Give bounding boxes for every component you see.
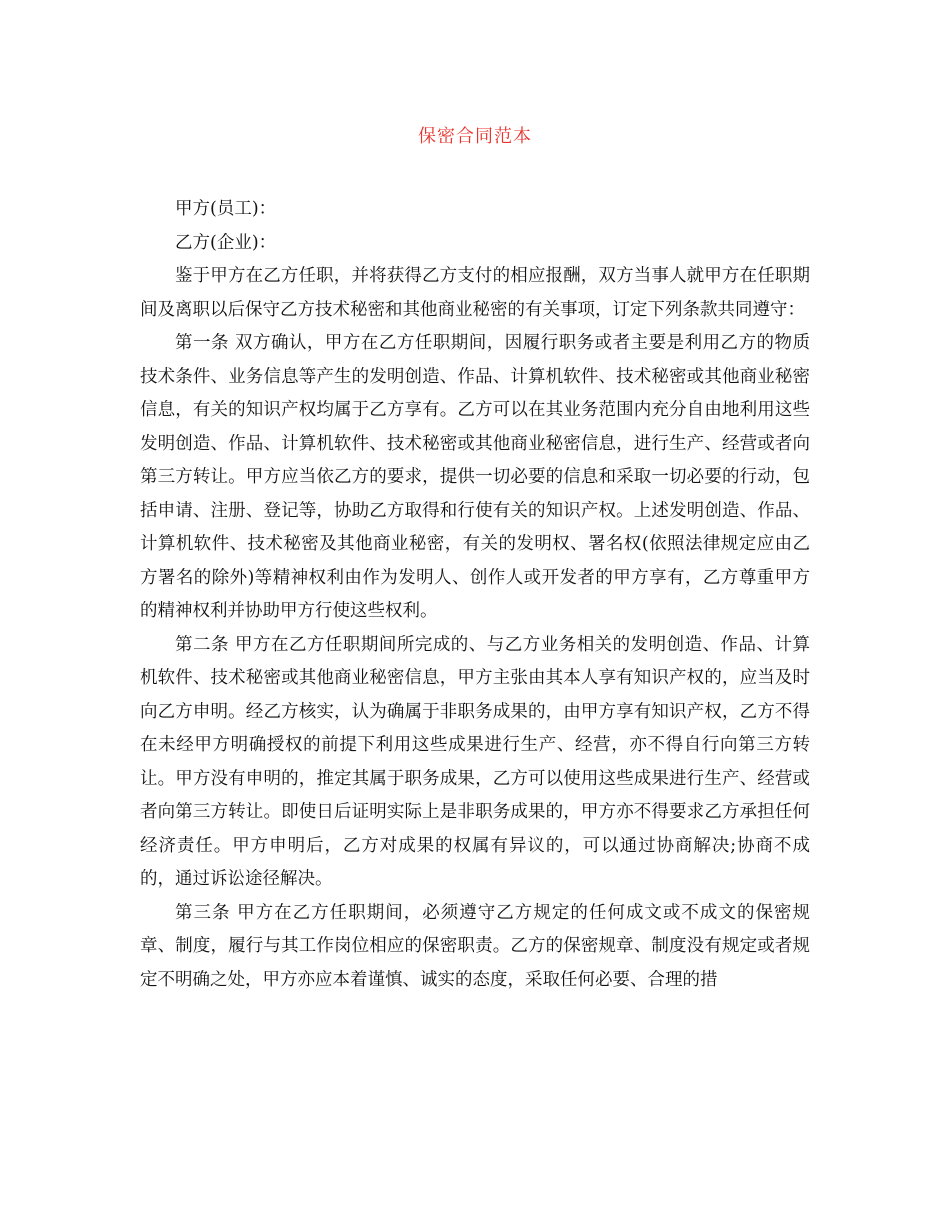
article-2-paragraph: 第二条 甲方在乙方任职期间所完成的、与乙方业务相关的发明创造、作品、计算机软件、技术秘密或其他商业秘密信息，甲方主张由其本人享有知识产权的，应当及时向乙方申明。经乙方核实，认为确属于非职务成果的，由甲方享有知识产权，乙方不得在未经甲方明确授权的前提下利用这些成果进行生产、经营，亦不得自行向第三方转让。甲方没有申明的，推定其属于职务成果，乙方可以使用这些成果进行生产、经营或者向第三方转让。即使日后证明实际上是非职务成果的，甲方亦不得要求乙方承担任何经济责任。甲方申明后，乙方对成果的权属有异议的，可以通过协商解决;协商不成的，通过诉讼途径解决。: [140, 634, 810, 889]
preamble-paragraph: 鉴于甲方在乙方任职，并将获得乙方支付的相应报酬，双方当事人就甲方在任职期间及离职以后保守乙方技术秘密和其他商业秘密的有关事项，订定下列条款共同遵守：: [140, 266, 810, 320]
party-b-line: 乙方(企业)：: [175, 232, 277, 253]
article-1-paragraph: 第一条 双方确认，甲方在乙方任职期间，因履行职务或者主要是利用乙方的物质技术条件、业务信息等产生的发明创造、作品、计算机软件、技术秘密或其他商业秘密信息，有关的知识产权均属于乙方享有。乙方可以在其业务范围内充分自由地利用这些发明创造、作品、计算机软件、技术秘密或其他商业秘密信息，进行生产、经营或者向第三方转让。甲方应当依乙方的要求，提供一切必要的信息和采取一切必要的行动，包括申请、注册、登记等，协助乙方取得和行使有关的知识产权。上述发明创造、作品、计算机软件、技术秘密及其他商业秘密，有关的发明权、署名权(依照法律规定应由乙方署名的除外)等精神权利由作为发明人、创作人或开发者的甲方享有，乙方尊重甲方的精神权利并协助甲方行使这些权利。: [140, 333, 810, 621]
party-a-line: 甲方(员工)：: [175, 199, 277, 219]
article-3-paragraph: 第三条 甲方在乙方任职期间，必须遵守乙方规定的任何成文或不成文的保密规章、制度，履行与其工作岗位相应的保密职责。乙方的保密规章、制度没有规定或者规定不明确之处，甲方亦应本着谨慎、诚实的态度，采取任何必要、合理的措: [140, 902, 810, 990]
document-title: 保密合同范本: [418, 126, 532, 147]
document-body: [140, 193, 810, 997]
